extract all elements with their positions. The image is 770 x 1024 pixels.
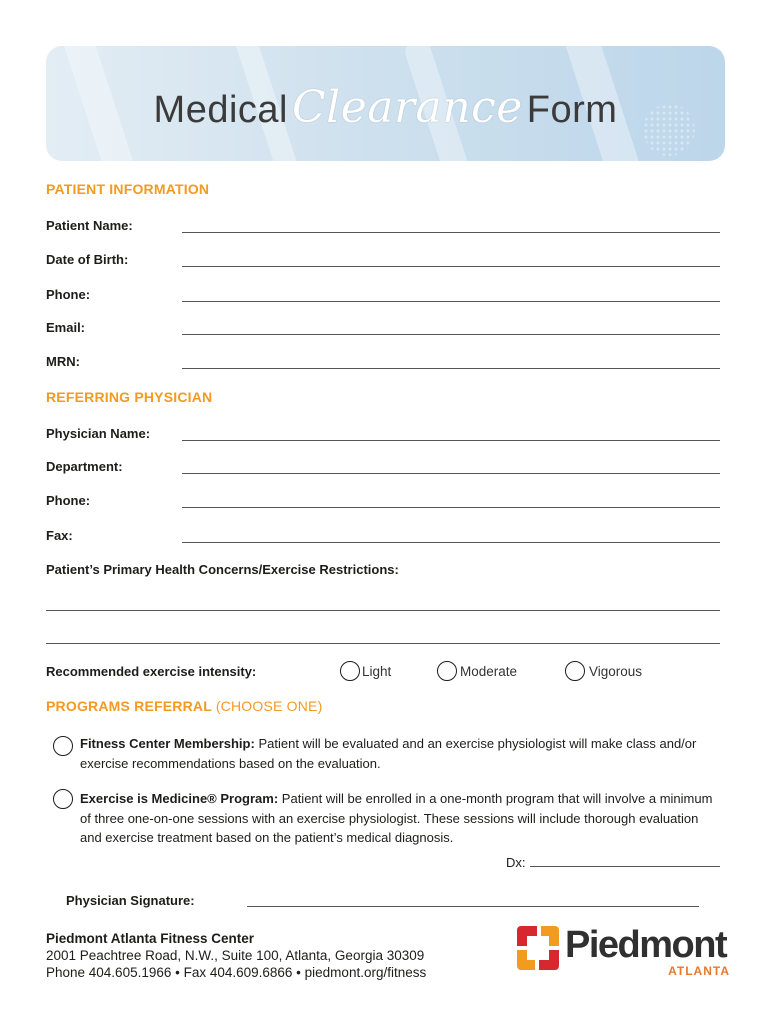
field-line[interactable] [182, 368, 720, 369]
programs-heading-note: (CHOOSE ONE) [215, 698, 323, 714]
exercise-medicine-radio[interactable] [53, 789, 73, 809]
field-line[interactable] [182, 334, 720, 335]
vigorous-radio[interactable] [565, 661, 585, 681]
patient-email-field[interactable] [46, 320, 720, 338]
field-label: Patient Name: [46, 218, 133, 233]
moderate-option-label: Moderate [460, 664, 518, 679]
title-script: Clearance [292, 82, 523, 133]
physician-signature-label: Physician Signature: [66, 893, 195, 908]
header-banner [46, 46, 725, 161]
dx-field[interactable] [506, 855, 720, 870]
dx-label: Dx: [506, 855, 526, 870]
field-label: MRN: [46, 354, 80, 369]
field-label: Department: [46, 459, 123, 474]
concerns-label: Patient’s Primary Health Concerns/Exercise Restrictions: [46, 562, 399, 577]
intensity-label: Recommended exercise intensity: [46, 664, 257, 679]
field-line[interactable] [182, 473, 720, 474]
org-contact: Phone 404.605.1966 • Fax 404.609.6866 • piedmont.org/fitness [46, 965, 427, 980]
field-label: Fax: [46, 528, 73, 543]
field-label: Phone: [46, 493, 91, 508]
physician-name-field[interactable] [46, 426, 720, 444]
logo-wordmark: Piedmont [565, 924, 727, 966]
physician-phone-field[interactable] [46, 493, 720, 511]
concerns-line-1[interactable] [46, 610, 720, 611]
program-description: Patient will be enrolled in a one-month program that will involve a minimum of three one-on-one sessions with an exercise physiologist. These sessions will include thorough evaluation and exercise treatment based on the patient’s medical diagnosis. [80, 791, 713, 845]
field-line[interactable] [182, 232, 720, 233]
piedmont-logo-icon [515, 924, 561, 972]
light-option-label: Light [362, 664, 392, 679]
referring-physician-heading: REFERRING PHYSICIAN [46, 389, 213, 405]
field-label: Email: [46, 320, 86, 335]
programs-heading-text: PROGRAMS REFERRAL [46, 698, 212, 714]
field-label: Physician Name: [46, 426, 151, 441]
light-radio[interactable] [340, 661, 360, 681]
field-line[interactable] [182, 542, 720, 543]
org-name: Piedmont Atlanta Fitness Center [46, 931, 255, 946]
date-of-birth-field[interactable] [46, 252, 720, 270]
vigorous-option-label: Vigorous [589, 664, 643, 679]
field-label: Date of Birth: [46, 252, 129, 267]
moderate-radio[interactable] [437, 661, 457, 681]
patient-phone-field[interactable] [46, 287, 720, 305]
field-line[interactable] [182, 440, 720, 441]
department-field[interactable] [46, 459, 720, 477]
field-line[interactable] [182, 266, 720, 267]
field-label: Phone: [46, 287, 91, 302]
physician-signature-line[interactable] [247, 906, 699, 907]
patient-info-heading: PATIENT INFORMATION [46, 181, 210, 197]
program-title: Fitness Center Membership: [80, 736, 255, 751]
form-title [46, 82, 725, 133]
piedmont-logo [515, 924, 730, 976]
org-address: 2001 Peachtree Road, N.W., Suite 100, Atlanta, Georgia 30309 [46, 948, 425, 963]
dx-line[interactable] [530, 857, 720, 867]
logo-city: ATLANTA [668, 964, 730, 978]
exercise-medicine-program [80, 789, 720, 848]
field-line[interactable] [182, 301, 720, 302]
footer-contact [46, 930, 426, 981]
title-part1: Medical [153, 89, 288, 131]
program-title: Exercise is Medicine® Program: [80, 791, 279, 806]
field-line[interactable] [182, 507, 720, 508]
mrn-field[interactable] [46, 354, 720, 372]
patient-name-field[interactable] [46, 218, 720, 236]
programs-referral-heading [46, 698, 322, 714]
fitness-center-radio[interactable] [53, 736, 73, 756]
fax-field[interactable] [46, 528, 720, 546]
title-part2: Form [526, 89, 618, 131]
program-description: Patient will be evaluated and an exercise physiologist will make class and/or exercise recommendations based on the evaluation. [80, 736, 697, 771]
fitness-center-program [80, 734, 720, 773]
concerns-line-2[interactable] [46, 643, 720, 644]
